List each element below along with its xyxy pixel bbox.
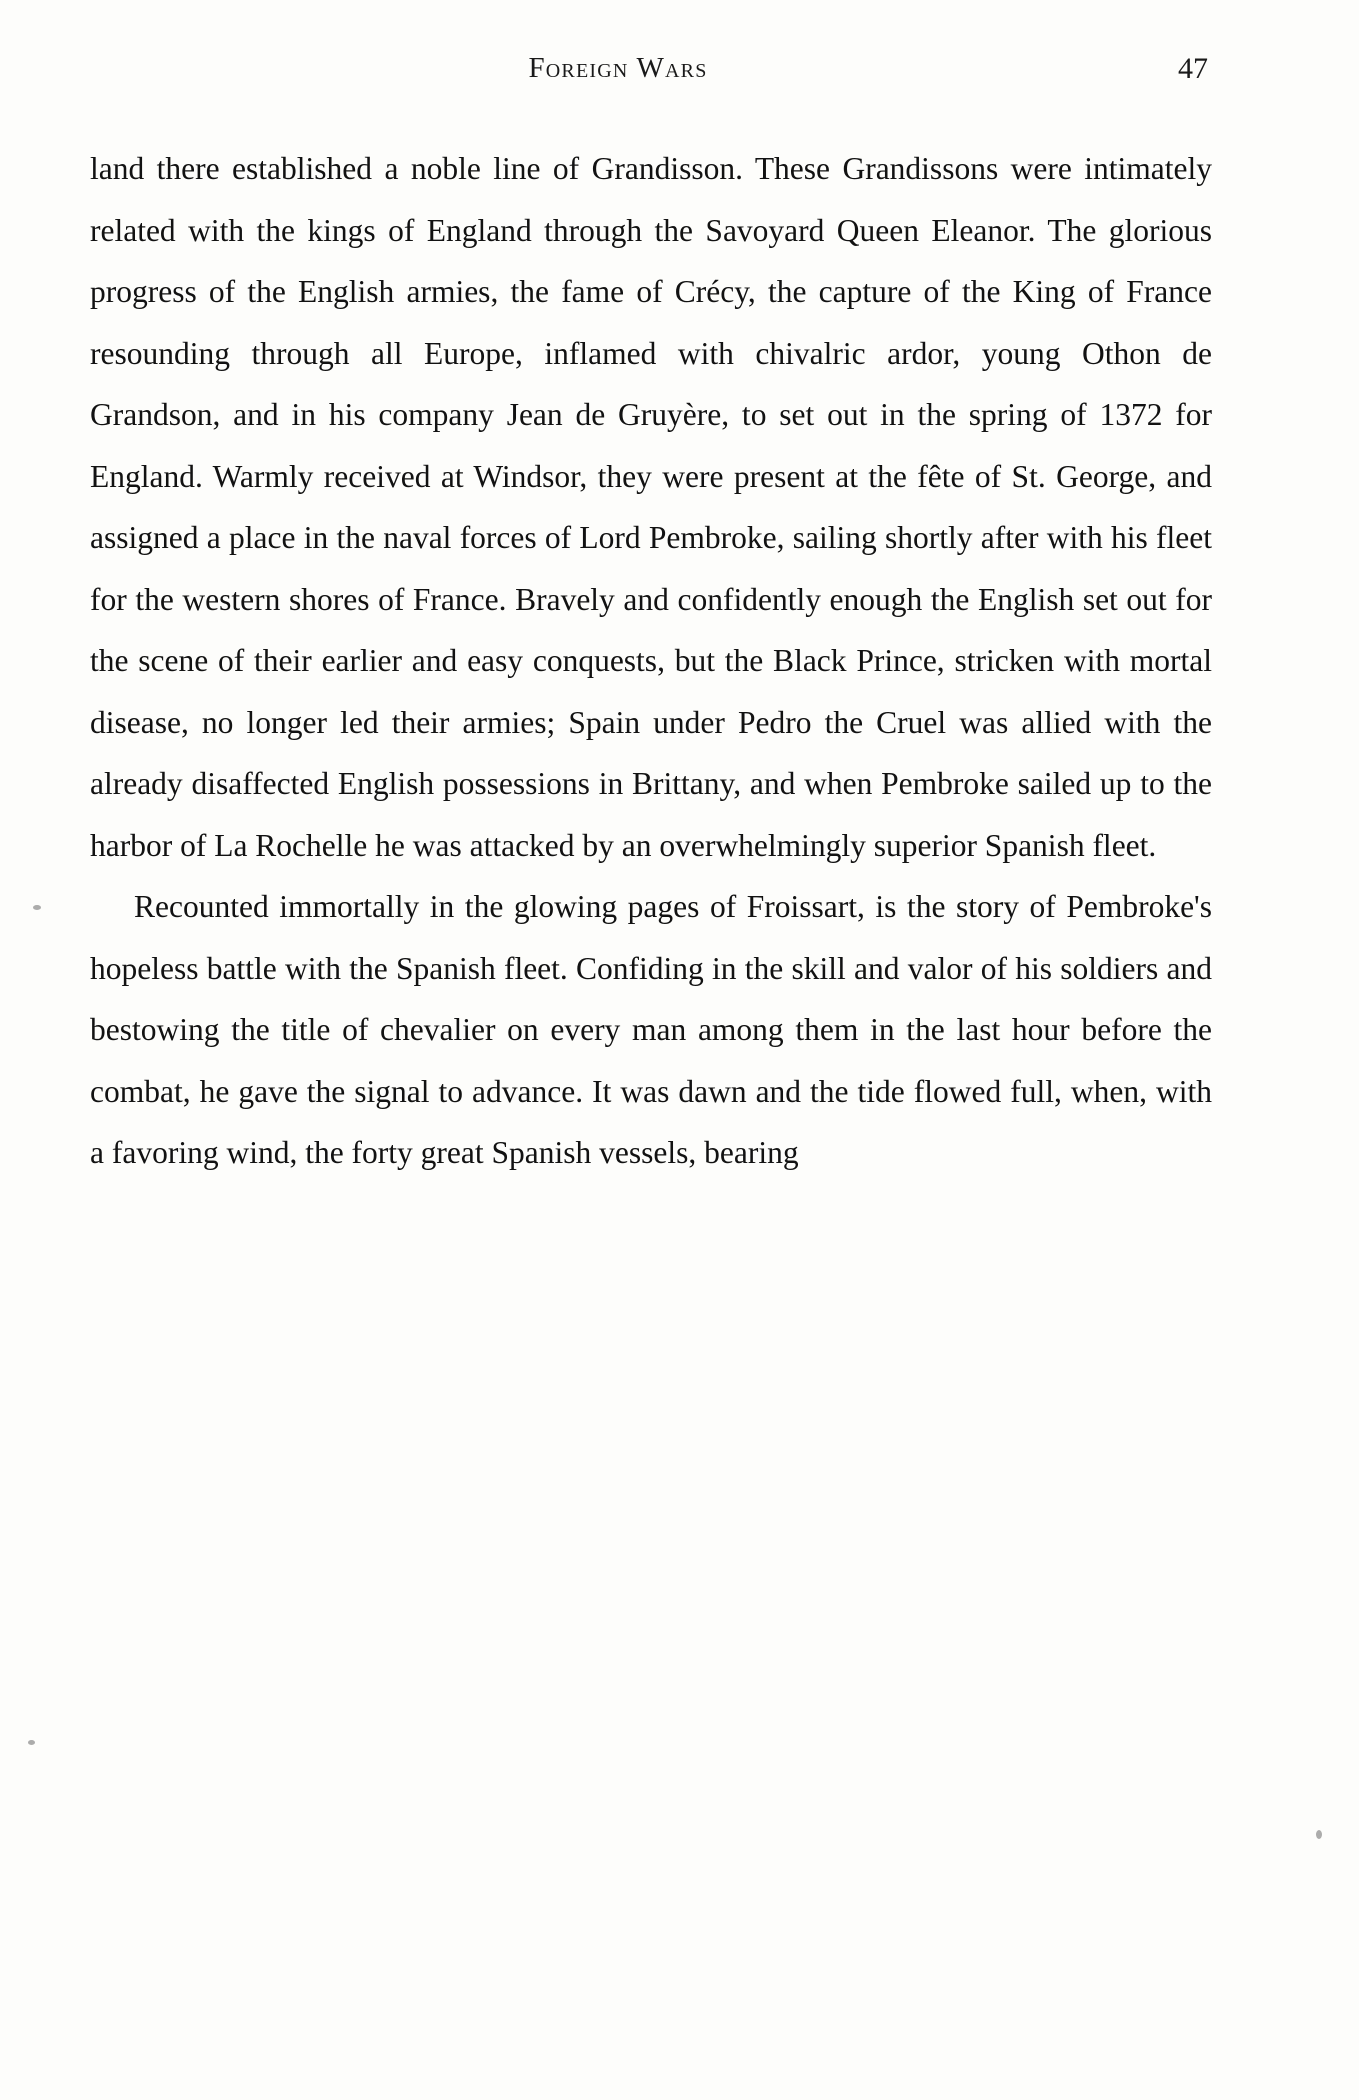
paragraph: Recounted immortally in the glowing pages of Froissart, is the story of Pembroke's hopeless battle with the Spanish fleet. Confiding in the skill and valor of his soldiers and bestowing the title of chevalier on every man among them in the last hour before the combat, he gave the signal to advance. It was dawn and the tide flowed full, when, with a favoring wind, the forty great Spanish vessels, bearing (90, 889, 1212, 1170)
print-speck (28, 1740, 35, 1745)
page-number: 47 (1178, 52, 1208, 85)
print-speck (33, 905, 41, 910)
print-speck (1316, 1830, 1322, 1839)
page-body (90, 138, 1212, 1184)
page-header (88, 52, 1208, 92)
running-head: Foreign Wars (528, 52, 708, 84)
paragraph: land there established a noble line of Grandisson. These Grandissons were intimately related with the kings of England through the Savoyard Queen Eleanor. The glorious progress of the English armies, the fame of Crécy, the capture of the King of France resounding through all Europe, inflamed with chivalric ardor, young Othon de Grandson, and in his company Jean de Gruyère, to set out in the spring of 1372 for England. Warmly received at Windsor, they were present at the fête of St. George, and assigned a place in the naval forces of Lord Pembroke, sailing shortly after with his fleet for the western shores of France. Bravely and confidently enough the English set out for the scene of their earlier and easy conquests, but the Black Prince, stricken with mortal disease, no longer led their armies; Spain under Pedro the Cruel was allied with the already disaffected English possessions in Brittany, and when Pembroke sailed up to the harbor of La Rochelle he was attacked by an overwhelmingly superior Spanish fleet. (90, 151, 1212, 863)
